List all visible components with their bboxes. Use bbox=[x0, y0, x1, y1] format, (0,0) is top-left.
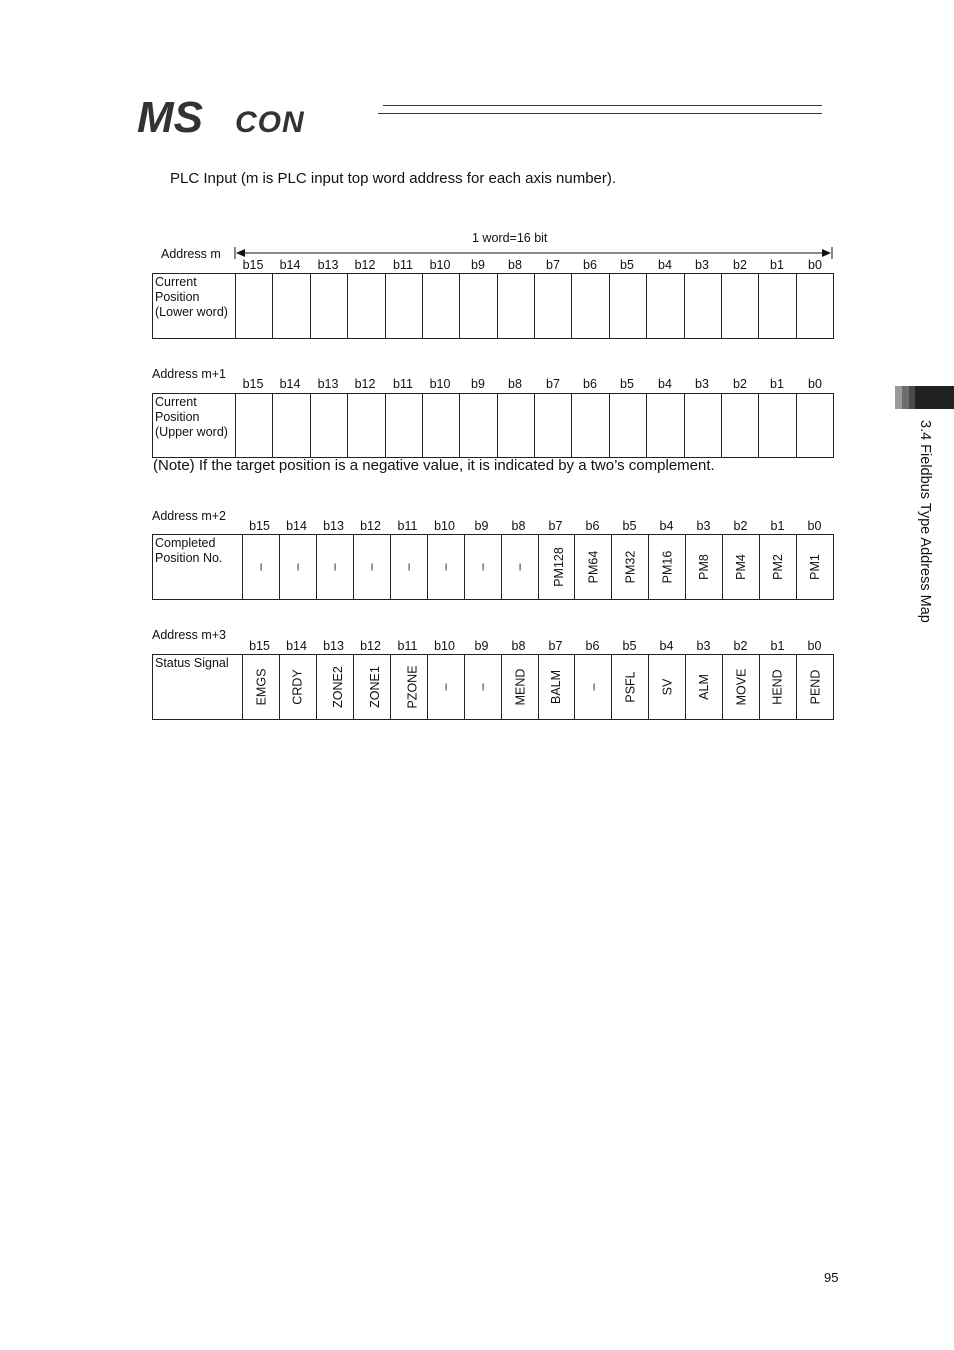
bit-label: b9 bbox=[474, 639, 489, 653]
bit-label: b12 bbox=[354, 258, 376, 272]
bit-signal: – bbox=[438, 683, 453, 691]
bit-cell bbox=[385, 274, 422, 339]
bit-cell bbox=[464, 655, 501, 720]
bit-label: b0 bbox=[808, 258, 822, 272]
bit-cell bbox=[723, 535, 760, 600]
bit-cell bbox=[390, 655, 427, 720]
bit-cell bbox=[535, 274, 572, 339]
mscon-logo bbox=[137, 92, 369, 138]
bit-signal: ALM bbox=[697, 674, 712, 700]
register-table-m bbox=[152, 273, 834, 339]
bit-cell bbox=[647, 274, 684, 339]
bit-cell bbox=[316, 655, 353, 720]
bit-label: b2 bbox=[733, 639, 748, 653]
bit-header-row bbox=[234, 258, 833, 274]
bit-label: b6 bbox=[583, 258, 597, 272]
bit-label: b4 bbox=[658, 258, 672, 272]
bit-cell bbox=[273, 274, 310, 339]
bit-label: b10 bbox=[434, 519, 455, 533]
address-label: Address m+3 bbox=[152, 628, 226, 642]
bit-cell bbox=[279, 655, 316, 720]
bit-signal: EMGS bbox=[254, 668, 269, 706]
bit-label: b12 bbox=[360, 639, 381, 653]
address-label: Address m bbox=[161, 247, 221, 261]
bit-cell bbox=[427, 655, 464, 720]
bit-signal: MEND bbox=[512, 668, 527, 706]
bit-label: b9 bbox=[471, 377, 485, 391]
bit-cell bbox=[572, 394, 609, 458]
bit-signal: PM2 bbox=[771, 554, 786, 580]
bit-label: b3 bbox=[695, 258, 709, 272]
register-table-m2 bbox=[152, 534, 834, 600]
register-label: Status Signal bbox=[153, 655, 243, 720]
register-label: Completed Position No. bbox=[153, 535, 243, 600]
bit-cell bbox=[796, 274, 833, 339]
bit-cell bbox=[760, 535, 797, 600]
bit-label: b0 bbox=[808, 377, 822, 391]
chapter-side-title bbox=[913, 420, 941, 650]
bit-label: b7 bbox=[548, 639, 563, 653]
header-rule-top bbox=[383, 105, 822, 106]
bit-label: b5 bbox=[622, 519, 637, 533]
bit-cell bbox=[353, 535, 390, 600]
bit-cell bbox=[422, 274, 459, 339]
bit-label: b6 bbox=[585, 639, 600, 653]
bit-label: b10 bbox=[434, 639, 455, 653]
intro-text: PLC Input (m is PLC input top word address for each axis number). bbox=[170, 170, 617, 187]
bit-signal: – bbox=[290, 563, 305, 571]
bit-signal: ZONE1 bbox=[367, 666, 382, 708]
bit-cell bbox=[497, 394, 534, 458]
bit-label: b3 bbox=[695, 377, 709, 391]
header-rule-bottom bbox=[378, 113, 822, 114]
bit-label: b5 bbox=[620, 258, 634, 272]
bit-label: b11 bbox=[393, 377, 413, 391]
svg-text:CON: CON bbox=[235, 106, 305, 138]
bit-cell bbox=[236, 274, 273, 339]
bit-label: b0 bbox=[807, 639, 822, 653]
bit-signal: PM128 bbox=[551, 547, 566, 587]
bit-label: b4 bbox=[659, 639, 674, 653]
bit-signal: BALM bbox=[549, 669, 564, 705]
bit-label: b4 bbox=[658, 377, 672, 391]
bit-label: b9 bbox=[471, 258, 485, 272]
bit-signal: PEND bbox=[808, 669, 823, 705]
bit-cell bbox=[721, 394, 758, 458]
address-label: Address m+2 bbox=[152, 509, 226, 523]
bit-label: b13 bbox=[323, 519, 344, 533]
chapter-title-text: 3.4 Fieldbus Type Address Map bbox=[917, 420, 933, 623]
bit-cell bbox=[353, 655, 390, 720]
bit-signal: PM4 bbox=[734, 554, 749, 580]
bit-cell bbox=[535, 394, 572, 458]
bit-label: b3 bbox=[696, 519, 711, 533]
bit-signal: SV bbox=[660, 678, 675, 696]
bit-cell bbox=[243, 655, 280, 720]
bit-label: b14 bbox=[279, 377, 301, 391]
bit-label: b14 bbox=[286, 639, 307, 653]
bit-header-row bbox=[234, 377, 833, 393]
bit-signal: – bbox=[475, 563, 490, 571]
bit-cell bbox=[797, 655, 834, 720]
bit-cell bbox=[612, 655, 649, 720]
bit-label: b11 bbox=[393, 258, 413, 272]
bit-signal: – bbox=[253, 563, 268, 571]
bit-signal: PM8 bbox=[697, 554, 712, 580]
bit-header-row bbox=[241, 519, 834, 535]
bit-signal: CRDY bbox=[290, 669, 305, 705]
bit-cell bbox=[538, 535, 575, 600]
bit-label: b8 bbox=[511, 519, 526, 533]
bit-label: b13 bbox=[317, 377, 339, 391]
bit-cell bbox=[236, 394, 273, 458]
bit-cell bbox=[501, 535, 538, 600]
bit-label: b1 bbox=[770, 519, 785, 533]
bit-label: b4 bbox=[659, 519, 674, 533]
bit-cell bbox=[796, 394, 833, 458]
bit-cell bbox=[273, 394, 310, 458]
bit-cell bbox=[390, 535, 427, 600]
bit-cell bbox=[460, 394, 497, 458]
bit-signal: PM32 bbox=[623, 550, 638, 584]
bit-signal: – bbox=[401, 563, 416, 571]
bit-label: b6 bbox=[585, 519, 600, 533]
bit-cell bbox=[649, 535, 686, 600]
bit-cell bbox=[279, 535, 316, 600]
bit-cell bbox=[572, 274, 609, 339]
bit-cell bbox=[348, 274, 385, 339]
register-table-m1 bbox=[152, 393, 834, 458]
bit-label: b10 bbox=[429, 258, 451, 272]
bit-signal: PZONE bbox=[405, 665, 420, 709]
bit-label: b2 bbox=[733, 377, 747, 391]
bit-cell bbox=[721, 274, 758, 339]
address-label: Address m+1 bbox=[152, 367, 226, 381]
bit-cell bbox=[310, 394, 347, 458]
bit-cell bbox=[348, 394, 385, 458]
bit-label: b8 bbox=[508, 258, 522, 272]
bit-signal: ZONE2 bbox=[330, 666, 345, 708]
bit-signal: HEND bbox=[771, 669, 786, 705]
register-table-m3 bbox=[152, 654, 834, 720]
bit-label: b3 bbox=[696, 639, 711, 653]
bit-label: b14 bbox=[279, 258, 301, 272]
bit-cell bbox=[427, 535, 464, 600]
bit-signal: PM1 bbox=[808, 554, 823, 580]
bit-label: b15 bbox=[249, 639, 270, 653]
bit-cell bbox=[684, 394, 721, 458]
bit-signal: – bbox=[364, 563, 379, 571]
page-number: 95 bbox=[824, 1270, 839, 1285]
bit-label: b1 bbox=[770, 377, 784, 391]
bit-label: b9 bbox=[474, 519, 489, 533]
bit-cell bbox=[649, 655, 686, 720]
bit-cell bbox=[609, 394, 646, 458]
bit-signal: PM64 bbox=[586, 550, 601, 584]
bit-label: b7 bbox=[546, 258, 560, 272]
bit-label: b8 bbox=[508, 377, 522, 391]
bit-cell bbox=[797, 535, 834, 600]
bit-label: b2 bbox=[733, 258, 747, 272]
bit-cell bbox=[609, 274, 646, 339]
bit-label: b15 bbox=[242, 377, 264, 391]
bit-cell bbox=[385, 394, 422, 458]
bit-header-row bbox=[241, 639, 834, 655]
bit-cell bbox=[759, 394, 796, 458]
bit-cell bbox=[422, 394, 459, 458]
bit-label: b1 bbox=[770, 258, 784, 272]
bit-cell bbox=[686, 535, 723, 600]
bit-label: b13 bbox=[317, 258, 339, 272]
bit-signal: PSFL bbox=[623, 671, 638, 703]
bit-cell bbox=[464, 535, 501, 600]
bit-label: b7 bbox=[548, 519, 563, 533]
bit-cell bbox=[575, 655, 612, 720]
register-label: Current Position (Lower word) bbox=[153, 274, 236, 339]
bit-label: b15 bbox=[249, 519, 270, 533]
bit-label: b8 bbox=[511, 639, 526, 653]
bit-cell bbox=[686, 655, 723, 720]
bit-label: b12 bbox=[360, 519, 381, 533]
bit-signal: – bbox=[512, 563, 527, 571]
register-label: Current Position (Upper word) bbox=[153, 394, 236, 458]
bit-cell bbox=[575, 535, 612, 600]
bit-signal: – bbox=[475, 683, 490, 691]
bit-label: b1 bbox=[770, 639, 785, 653]
bit-cell bbox=[612, 535, 649, 600]
bit-cell bbox=[647, 394, 684, 458]
bit-cell bbox=[760, 655, 797, 720]
bit-label: b6 bbox=[583, 377, 597, 391]
bit-cell bbox=[310, 274, 347, 339]
chapter-tab-marker bbox=[895, 386, 954, 409]
bit-signal: PM16 bbox=[660, 550, 675, 584]
bit-label: b14 bbox=[286, 519, 307, 533]
bit-label: b5 bbox=[620, 377, 634, 391]
bit-label: b13 bbox=[323, 639, 344, 653]
word-size-label: 1 word=16 bit bbox=[472, 231, 548, 245]
bit-label: b2 bbox=[733, 519, 748, 533]
bit-cell bbox=[538, 655, 575, 720]
bit-cell bbox=[243, 535, 280, 600]
bit-label: b5 bbox=[622, 639, 637, 653]
bit-label: b11 bbox=[397, 639, 418, 653]
bit-cell bbox=[723, 655, 760, 720]
bit-cell bbox=[497, 274, 534, 339]
bit-cell bbox=[501, 655, 538, 720]
bit-cell bbox=[460, 274, 497, 339]
bit-label: b15 bbox=[242, 258, 264, 272]
bit-signal: – bbox=[327, 563, 342, 571]
bit-cell bbox=[316, 535, 353, 600]
bit-label: b10 bbox=[429, 377, 451, 391]
svg-text:MS: MS bbox=[137, 93, 203, 138]
bit-signal: MOVE bbox=[734, 668, 749, 706]
bit-cell bbox=[759, 274, 796, 339]
bit-signal: – bbox=[438, 563, 453, 571]
bit-label: b0 bbox=[807, 519, 822, 533]
bit-label: b12 bbox=[354, 377, 376, 391]
bit-signal: – bbox=[586, 683, 601, 691]
note-text: (Note) If the target position is a negative value, it is indicated by a two’s complement. bbox=[153, 457, 715, 474]
bit-label: b7 bbox=[546, 377, 560, 391]
bit-label: b11 bbox=[397, 519, 418, 533]
bit-cell bbox=[684, 274, 721, 339]
